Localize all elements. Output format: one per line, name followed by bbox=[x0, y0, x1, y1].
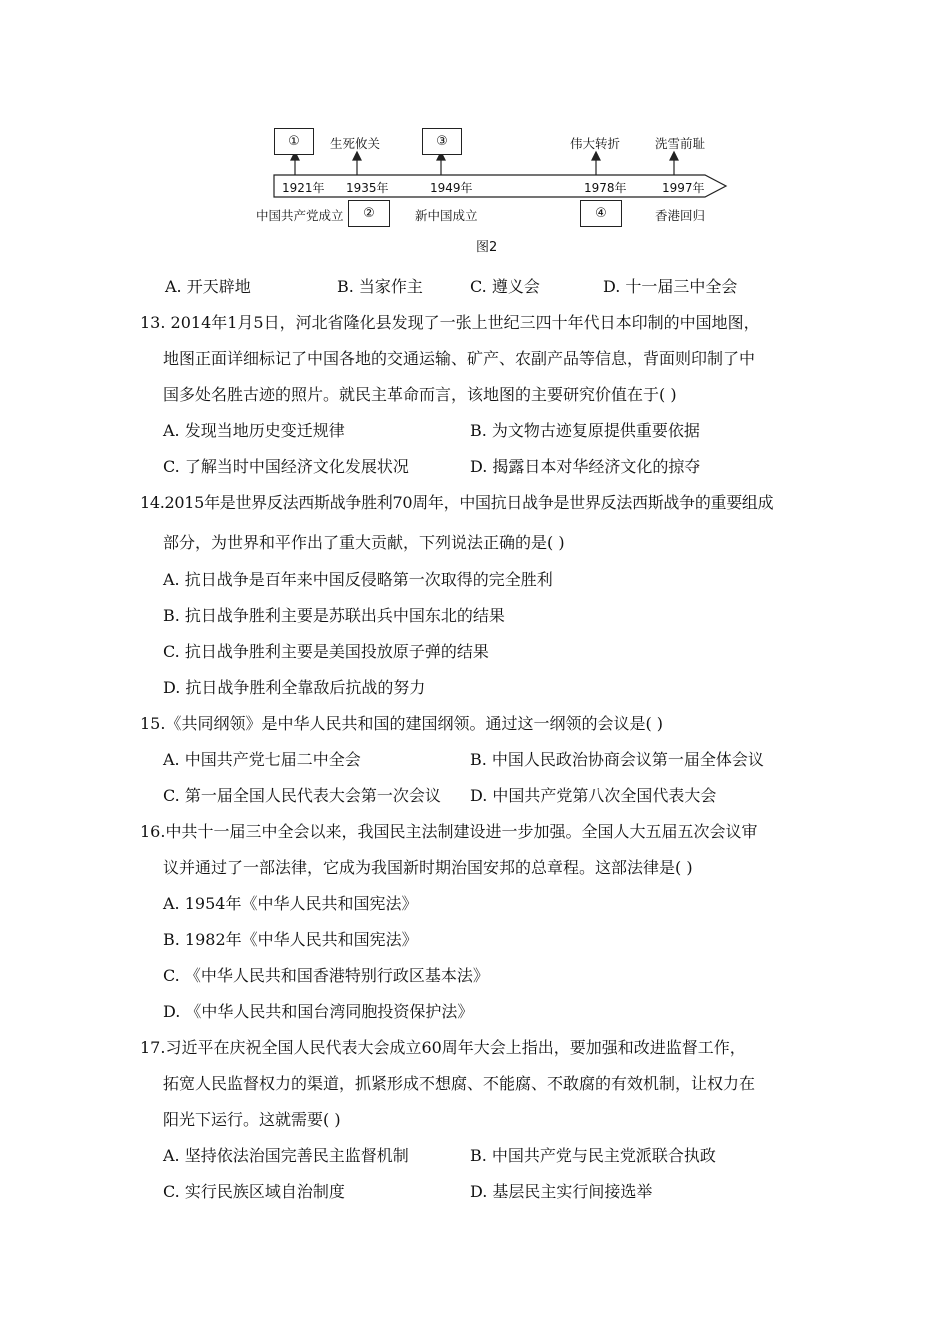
timeline-label-weida: 伟大转折 bbox=[570, 136, 621, 151]
timeline-year-1935: 1935年 bbox=[346, 181, 389, 195]
q17-option-d: D. 基层民主实行间接选举 bbox=[470, 1182, 653, 1201]
timeline-figure bbox=[250, 120, 740, 255]
q17-option-c: C. 实行民族区域自治制度 bbox=[163, 1182, 345, 1201]
timeline-year-1997: 1997年 bbox=[662, 181, 705, 195]
timeline-box-1: ① bbox=[274, 128, 314, 155]
q14-stem-line-2: 部分，为世界和平作出了重大贡献，下列说法正确的是( ) bbox=[163, 533, 565, 552]
q14-stem-line-1: 14.2015年是世界反法西斯战争胜利70周年，中国抗日战争是世界反法西斯战争的重要组成 bbox=[140, 493, 774, 512]
q13-stem-line-1: 13. 2014年1月5日，河北省隆化县发现了一张上世纪三四十年代日本印制的中国地图， bbox=[140, 313, 760, 332]
timeline-box-3: ③ bbox=[422, 128, 462, 155]
q13-option-a: A. 发现当地历史变迁规律 bbox=[163, 421, 345, 440]
q17-stem-line-2: 拓宽人民监督权力的渠道，抓紧形成不想腐、不能腐、不敢腐的有效机制，让权力在 bbox=[163, 1074, 756, 1093]
q17-option-b: B. 中国共产党与民主党派联合执政 bbox=[470, 1146, 716, 1165]
q13-option-c: C. 了解当时中国经济文化发展状况 bbox=[163, 457, 409, 476]
q15-option-b: B. 中国人民政治协商会议第一届全体会议 bbox=[470, 750, 764, 769]
q15-option-a: A. 中国共产党七届二中全会 bbox=[163, 750, 361, 769]
q15-option-c: C. 第一届全国人民代表大会第一次会议 bbox=[163, 786, 441, 805]
q14-option-d: D. 抗日战争胜利全靠敌后抗战的努力 bbox=[163, 678, 426, 697]
q16-option-b: B. 1982年《中华人民共和国宪法》 bbox=[163, 930, 418, 949]
q13-option-d: D. 揭露日本对华经济文化的掠夺 bbox=[470, 457, 701, 476]
q12-option-c: C. 遵义会 bbox=[470, 277, 540, 296]
timeline-box-4: ④ bbox=[580, 200, 622, 227]
q16-option-c: C. 《中华人民共和国香港特别行政区基本法》 bbox=[163, 966, 489, 985]
timeline-year-1921: 1921年 bbox=[282, 181, 325, 195]
q12-option-b: B. 当家作主 bbox=[337, 277, 423, 296]
q17-stem-line-1: 17.习近平在庆祝全国人民代表大会成立60周年大会上指出，要加强和改进监督工作， bbox=[140, 1038, 746, 1057]
q14-option-b: B. 抗日战争胜利主要是苏联出兵中国东北的结果 bbox=[163, 606, 505, 625]
q17-stem-line-3: 阳光下运行。这就需要( ) bbox=[163, 1110, 341, 1129]
q17-option-a: A. 坚持依法治国完善民主监督机制 bbox=[163, 1146, 409, 1165]
figure-caption: 图2 bbox=[476, 240, 498, 255]
q13-option-b: B. 为文物古迹复原提供重要依据 bbox=[470, 421, 700, 440]
q16-option-a: A. 1954年《中华人民共和国宪法》 bbox=[163, 894, 418, 913]
q13-stem-line-3: 国多处名胜古迹的照片。就民主革命而言，该地图的主要研究价值在于( ) bbox=[163, 385, 677, 404]
timeline-year-1978: 1978年 bbox=[584, 181, 627, 195]
q15-stem-line-1: 15.《共同纲领》是中华人民共和国的建国纲领。通过这一纲领的会议是( ) bbox=[140, 714, 664, 733]
timeline-label-hongkong: 香港回归 bbox=[655, 208, 706, 223]
timeline-box-2: ② bbox=[348, 200, 390, 227]
q13-stem-line-2: 地图正面详细标记了中国各地的交通运输、矿产、农副产品等信息，背面则印制了中 bbox=[163, 349, 756, 368]
timeline-label-xixue: 洗雪前耻 bbox=[655, 136, 706, 151]
q16-stem-line-2: 议并通过了一部法律，它成为我国新时期治国安邦的总章程。这部法律是( ) bbox=[163, 858, 693, 877]
q12-option-d: D. 十一届三中全会 bbox=[603, 277, 738, 296]
timeline-label-shengsi: 生死攸关 bbox=[330, 136, 381, 151]
timeline-label-prc: 新中国成立 bbox=[415, 208, 478, 223]
q14-option-a: A. 抗日战争是百年来中国反侵略第一次取得的完全胜利 bbox=[163, 570, 553, 589]
q12-option-a: A. 开天辟地 bbox=[165, 277, 251, 296]
q14-option-c: C. 抗日战争胜利主要是美国投放原子弹的结果 bbox=[163, 642, 489, 661]
timeline-year-1949: 1949年 bbox=[430, 181, 473, 195]
q16-option-d: D. 《中华人民共和国台湾同胞投资保护法》 bbox=[163, 1002, 474, 1021]
q16-stem-line-1: 16.中共十一届三中全会以来，我国民主法制建设进一步加强。全国人大五届五次会议审 bbox=[140, 822, 758, 841]
q15-option-d: D. 中国共产党第八次全国代表大会 bbox=[470, 786, 717, 805]
timeline-label-founding: 中国共产党成立 bbox=[256, 208, 344, 223]
